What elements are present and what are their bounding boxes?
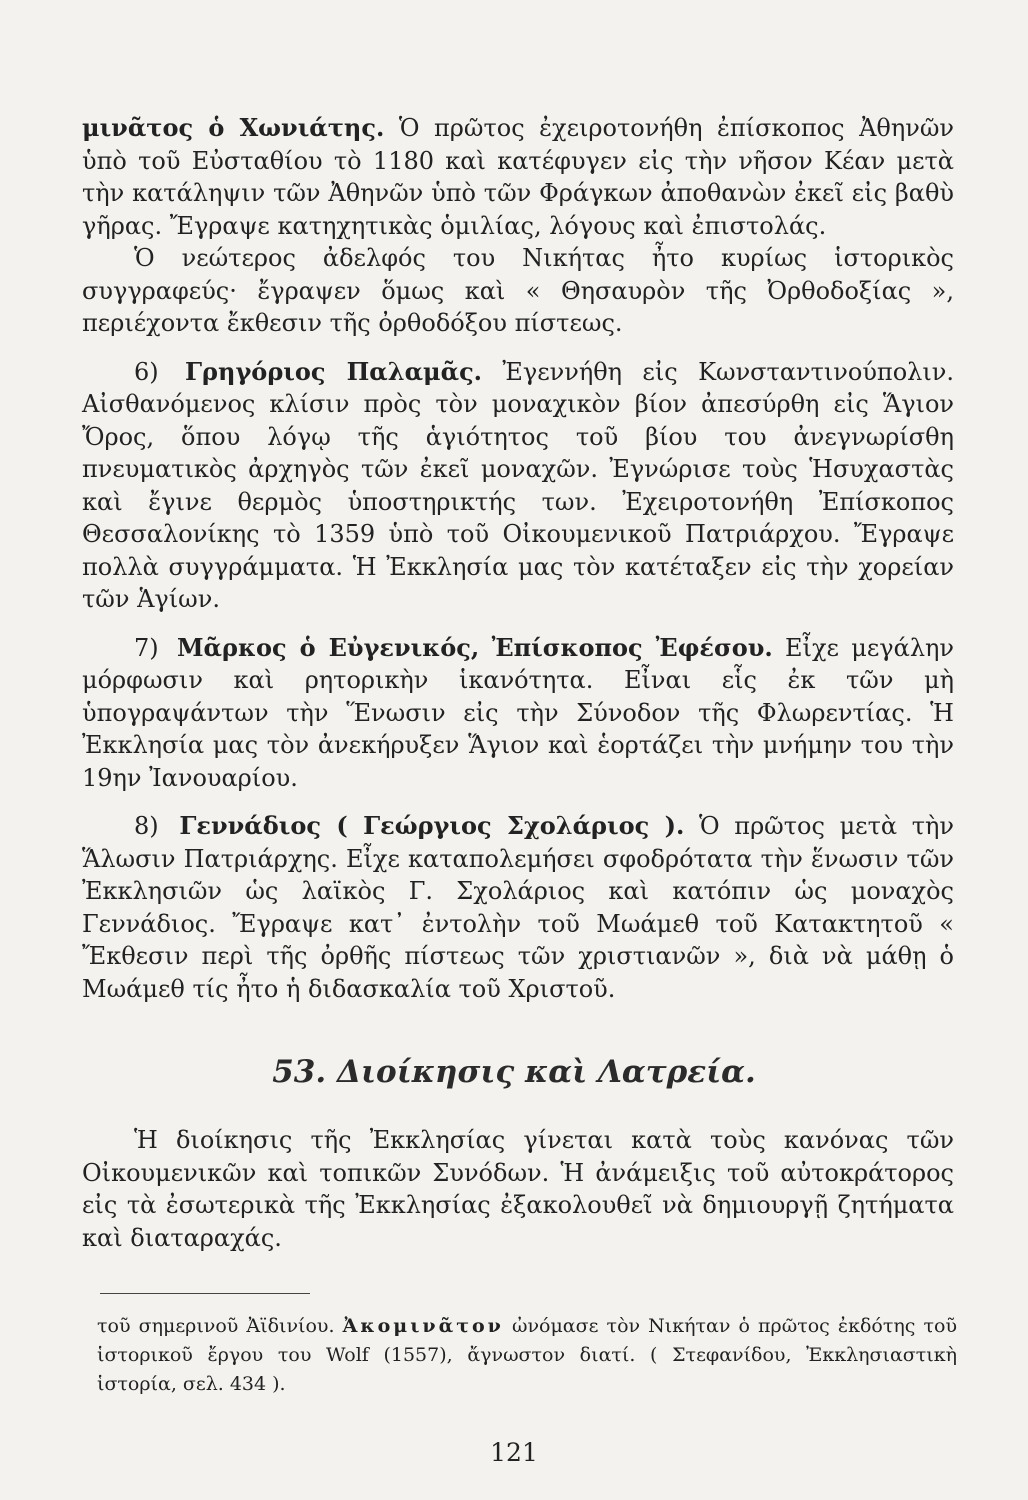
footnote (97, 1312, 957, 1399)
page-number: 121 (490, 1438, 538, 1467)
person-name: Γεννάδιος ( Γεώργιος Σχολάριος ). (179, 811, 685, 840)
entry-number: 6) (134, 357, 159, 386)
person-name: Μᾶρκος ὁ Εὐγενικός, (176, 632, 480, 662)
footnote-spaced-word: Ἀκομινᾶτον (342, 1315, 504, 1337)
entry-eugenikos (82, 632, 954, 795)
entry-palamas (82, 356, 954, 616)
footnote-text: τοῦ σημερινοῦ Ἀϊδινίου. (97, 1315, 335, 1337)
section-paragraph: Ἡ διοίκησις τῆς Ἐκκλησίας γίνεται κατὰ τοὺς κανόνας τῶν Οἰκουμενικῶν καὶ τοπικῶν Συνόδων. Ἡ ἀνάμειξις τοῦ αὐτοκράτορος εἰς τὰ ἐσωτερικὰ τῆς Ἐκκλησίας ἐξακολουθεῖ νὰ δημιουργῇ ζητήματα καὶ διαταραχάς. (82, 1126, 954, 1252)
body-text-upper (82, 112, 954, 1005)
person-name: Γρηγόριος Παλαμᾶς. (185, 356, 483, 386)
entry-number: 7) (134, 633, 159, 662)
paragraph-text: Ὁ πρῶτος ἐχειροτονήθη ἐπίσκοπος Ἀθηνῶν ὑπὸ τοῦ Εὐσταθίου τὸ 1180 καὶ κατέφυγεν εἰς τὴν νῆσον Κέαν μετὰ τὴν κατάληψιν τῶν Ἀθηνῶν ὑπὸ τῶν Φράγκων ἀποθανὼν ἐκεῖ εἰς βαθὺ γῆρας. Ἔγραψε κατηχητικὰς ὁμιλίας, λόγους καὶ ἐπιστολάς. (82, 114, 955, 240)
paragraph-choniates (82, 112, 954, 242)
footnote-text: ὠνόμασε τὸν Νικήταν ὁ πρῶτος ἐκδότης τοῦ ἱστορικοῦ ἔργου του Wolf (1557), ἄγνωστον διατί. ( Στεφανίδου, Ἐκκλησιαστικὴ ἱστορία, σελ. 434 ). (97, 1315, 958, 1395)
section-heading: 53. Διοίκησις καὶ Λατρεία. (272, 1054, 756, 1090)
person-title: Ἐπίσκοπος Ἐφέσου. (491, 632, 773, 662)
entry-number: 8) (134, 812, 159, 840)
entry-gennadios (82, 810, 954, 1005)
body-text-section (82, 1124, 954, 1254)
footnote-divider (100, 1293, 310, 1294)
entry-text: Ὁ πρῶτος μετὰ τὴν Ἅλωσιν Πατριάρχης. Εἶχε καταπολεμήσει σφοδρότατα τὴν ἕνωσιν τῶν Ἐκκλησιῶν ὡς λαϊκὸς Γ. Σχολάριος καὶ κατόπιν ὡς μοναχὸς Γεννάδιος. Ἔγραψε κατ᾿ ἐντολὴν τοῦ Μωάμεθ τοῦ Κατακτητοῦ « Ἔκθεσιν περὶ τῆς ὀρθῆς πίστεως τῶν χριστιανῶν », διὰ νὰ μάθῃ ὁ Μωάμεθ τίς ἦτο ἡ διδασκαλία τοῦ Χριστοῦ. (82, 812, 954, 1003)
paragraph-niketas (82, 242, 954, 340)
entry-text: Εἶχε μεγάλην μόρφωσιν καὶ ρητορικὴν ἱκανότητα. Εἶναι εἷς ἐκ τῶν μὴ ὑπογραψάντων τὴν Ἕνωσιν εἰς τὴν Σύνοδον τῆς Φλωρεντίας. Ἡ Ἐκκλησία μας τὸν ἀνεκήρυξεν Ἅγιον καὶ ἑορτάζει τὴν μνήμην του τὴν 19ην Ἰανουαρίου. (82, 633, 955, 792)
paragraph-text: Ὁ νεώτερος ἀδελφός του Νικήτας ἦτο κυρίως ἱστορικὸς συγγραφεύς· ἔγραψεν ὅμως καὶ « Θησαυρὸν τῆς Ὀρθοδοξίας », περιέχοντα ἔκθεσιν τῆς ὀρθοδόξου πίστεως. (82, 244, 954, 337)
entry-text: Ἐγεννήθη εἰς Κωνσταντινούπολιν. Αἰσθανόμενος κλίσιν πρὸς τὸν μοναχικὸν βίον ἀπεσύρθη εἰς Ἅγιον Ὄρος, ὅπου λόγῳ τῆς ἁγιότητος τοῦ βίου του ἀνεγνωρίσθη πνευματικὸς ἀρχηγὸς τῶν ἐκεῖ μοναχῶν. Ἐγνώρισε τοὺς Ἡσυχαστὰς καὶ ἔγινε θερμὸς ὑποστηρικτής των. Ἐχειροτονήθη Ἐπίσκοπος Θεσσαλονίκης τὸ 1359 ὑπὸ τοῦ Οἰκουμενικοῦ Πατριάρχου. Ἔγραψε πολλὰ συγγράμματα. Ἡ Ἐκκλησία μας τὸν κατέταξεν εἰς τὴν χορείαν τῶν Ἁγίων. (82, 357, 954, 613)
person-name: μινᾶτος ὁ Χωνιάτης. (82, 113, 385, 142)
